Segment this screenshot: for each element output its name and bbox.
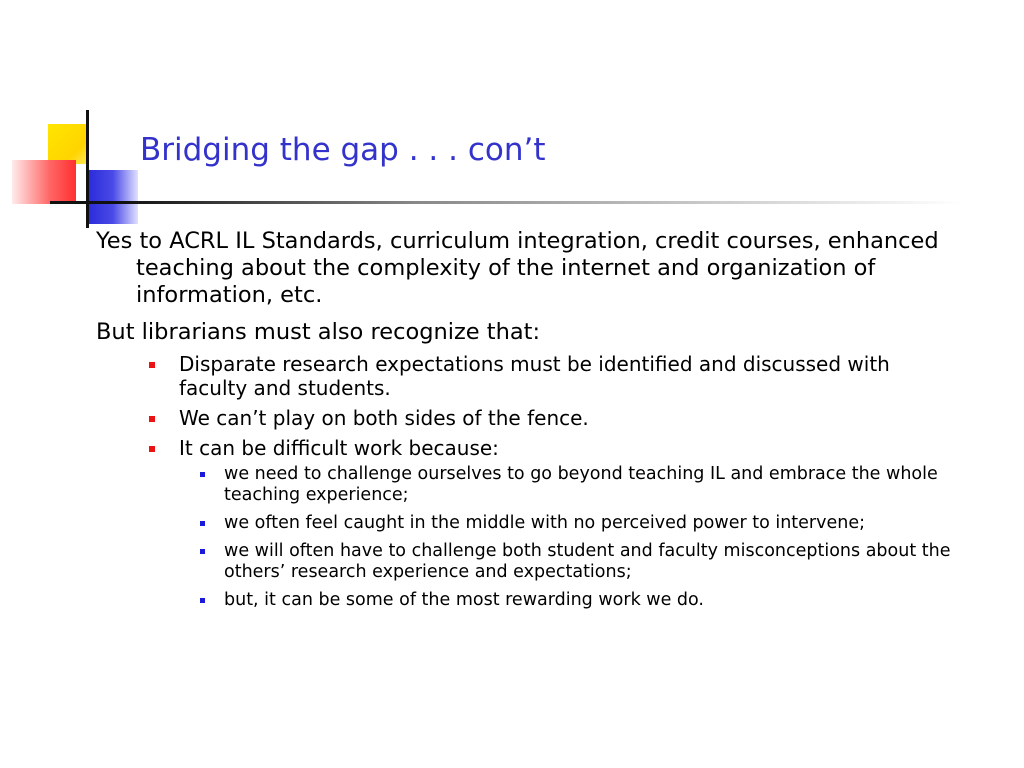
point-text: Disparate research expectations must be identified and discussed with faculty and students. xyxy=(179,352,890,400)
list-item xyxy=(224,541,956,583)
list-item xyxy=(179,436,956,611)
logo-blue-square xyxy=(88,170,138,224)
red-square-bullet-icon xyxy=(149,362,155,368)
point-text: We can’t play on both sides of the fence. xyxy=(179,406,589,430)
slide-title: Bridging the gap . . . con’t xyxy=(140,132,546,168)
blue-square-bullet-icon xyxy=(200,598,205,603)
list-item xyxy=(179,352,956,400)
list-item xyxy=(224,513,956,534)
blue-square-bullet-icon xyxy=(200,472,205,477)
title-divider xyxy=(50,201,964,204)
list-item xyxy=(224,464,956,506)
logo-red-square xyxy=(12,160,76,204)
subpoint-text: we often feel caught in the middle with no perceived power to intervene; xyxy=(224,513,865,533)
point-text: It can be difficult work because: xyxy=(179,436,499,460)
subpoint-text: but, it can be some of the most rewarding work we do. xyxy=(224,590,704,610)
slide-body xyxy=(96,228,956,618)
red-square-bullet-icon xyxy=(149,416,155,422)
logo-vertical-line xyxy=(86,110,89,228)
color-squares-logo xyxy=(0,0,140,240)
intro-paragraph: Yes to ACRL IL Standards, curriculum integration, credit courses, enhanced teaching about the complexity of the internet and organization of information, etc. xyxy=(96,228,939,308)
points-list xyxy=(96,352,956,611)
list-item xyxy=(179,406,956,430)
subpoint-text: we need to challenge ourselves to go beyond teaching IL and embrace the whole teaching experience; xyxy=(224,464,938,505)
subpoints-list xyxy=(179,464,956,611)
red-square-bullet-icon xyxy=(149,446,155,452)
list-item xyxy=(224,590,956,611)
logo-yellow-square xyxy=(48,124,88,164)
lead-paragraph: But librarians must also recognize that: xyxy=(96,319,541,345)
subpoint-text: we will often have to challenge both student and faculty misconceptions about the others’ research experience and expectations; xyxy=(224,541,951,582)
blue-square-bullet-icon xyxy=(200,521,205,526)
blue-square-bullet-icon xyxy=(200,549,205,554)
